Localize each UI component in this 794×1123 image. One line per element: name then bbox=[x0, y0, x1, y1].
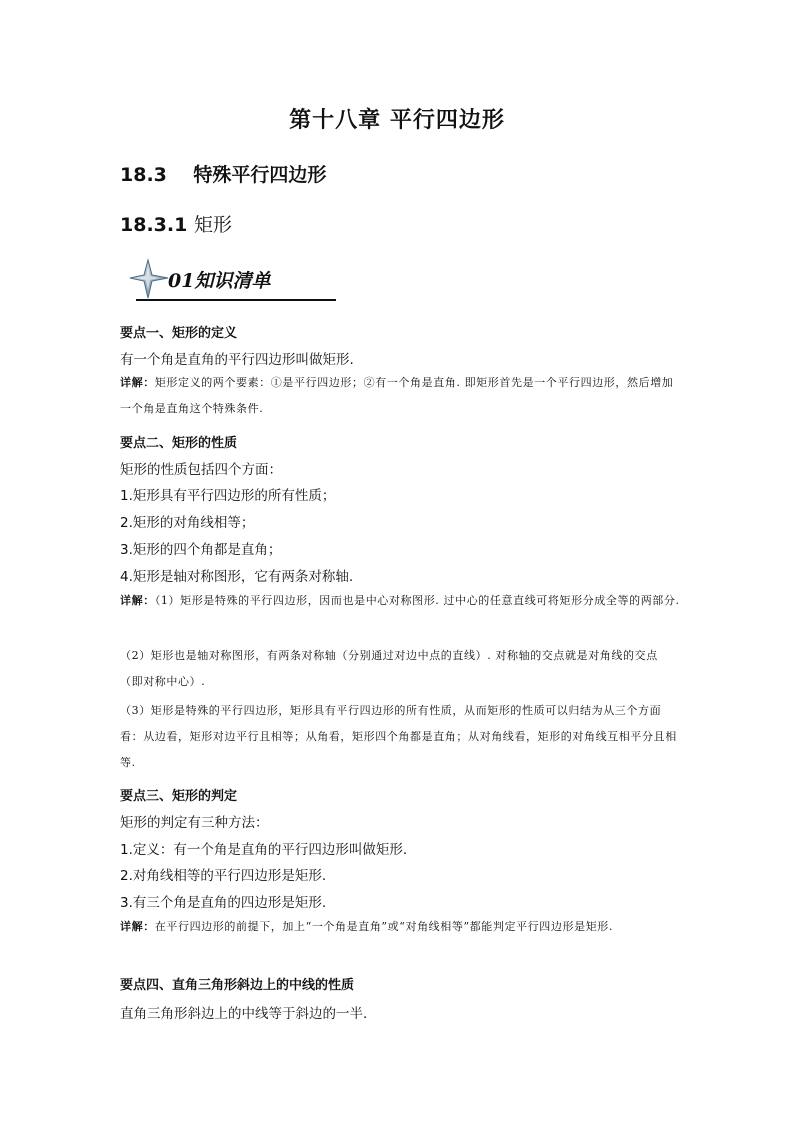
note-label: 详解： bbox=[120, 920, 155, 933]
point2-note1-text: （1）矩形是特殊的平行四边形，因而也是中心对称图形. 过中心的任意直线可将矩形分成全等的两部分. bbox=[154, 594, 680, 607]
point3-note-text: 在平行四边形的前提下，加上“一个角是直角”或“对角线相等”都能判定平行四边形是矩形. bbox=[154, 920, 613, 933]
point4-text: 直角三角形斜边上的中线等于斜边的一半. bbox=[120, 1006, 368, 1022]
chapter-title: 第十八章 平行四边形 bbox=[289, 107, 505, 133]
point3-intro: 矩形的判定有三种方法： bbox=[120, 815, 269, 831]
list-item: 3.有三个角是直角的四边形是矩形. bbox=[120, 895, 327, 911]
list-item: 3.矩形的四个角都是直角； bbox=[120, 542, 282, 558]
point4-heading: 要点四、直角三角形斜边上的中线的性质 bbox=[120, 978, 355, 993]
four-point-star-icon bbox=[128, 258, 172, 302]
list-item: 1.定义：有一个角是直角的平行四边形叫做矩形. bbox=[120, 842, 408, 858]
point1-heading: 要点一、矩形的定义 bbox=[120, 326, 238, 341]
list-item: 2.矩形的对角线相等； bbox=[120, 515, 255, 531]
point1-text: 有一个角是直角的平行四边形叫做矩形. bbox=[120, 352, 354, 368]
list-item: 4.矩形是轴对称图形，它有两条对称轴. bbox=[120, 569, 354, 585]
note-label: 详解： bbox=[120, 594, 155, 607]
list-item: 1.矩形具有平行四边形的所有性质； bbox=[120, 488, 336, 504]
section-title: 18.3 特殊平行四边形 bbox=[120, 164, 327, 186]
point2-heading: 要点二、矩形的性质 bbox=[120, 436, 238, 451]
subsection-name: 矩形 bbox=[193, 214, 232, 236]
point3-heading: 要点三、矩形的判定 bbox=[120, 789, 238, 804]
point2-note1 bbox=[120, 588, 680, 614]
point2-note3: （3）矩形是特殊的平行四边形，矩形具有平行四边形的所有性质，从而矩形的性质可以归结为从三个方面看：从边看，矩形对边平行且相等；从角看，矩形四个角都是直角；从对角线看，矩形的对角线互相平分且相等. bbox=[120, 704, 677, 769]
banner-underline bbox=[136, 299, 336, 301]
banner-label: 01知识清单 bbox=[168, 270, 271, 292]
note-label: 详解： bbox=[120, 376, 155, 389]
subsection-number: 18.3.1 bbox=[120, 214, 194, 236]
point2-intro: 矩形的性质包括四个方面： bbox=[120, 462, 282, 478]
point1-note bbox=[120, 370, 680, 422]
subsection-title bbox=[120, 210, 232, 237]
point2-note2: （2）矩形也是轴对称图形，有两条对称轴（分别通过对边中点的直线）. 对称轴的交点就是对角线的交点（即对称中心）. bbox=[120, 649, 658, 688]
point1-note-text: 矩形定义的两个要素：①是平行四边形；②有一个角是直角. 即矩形首先是一个平行四边形，然后增加一个角是直角这个特殊条件. bbox=[120, 376, 674, 415]
knowledge-banner bbox=[128, 258, 338, 302]
list-item: 2.对角线相等的平行四边形是矩形. bbox=[120, 868, 327, 884]
point3-note bbox=[120, 914, 680, 940]
